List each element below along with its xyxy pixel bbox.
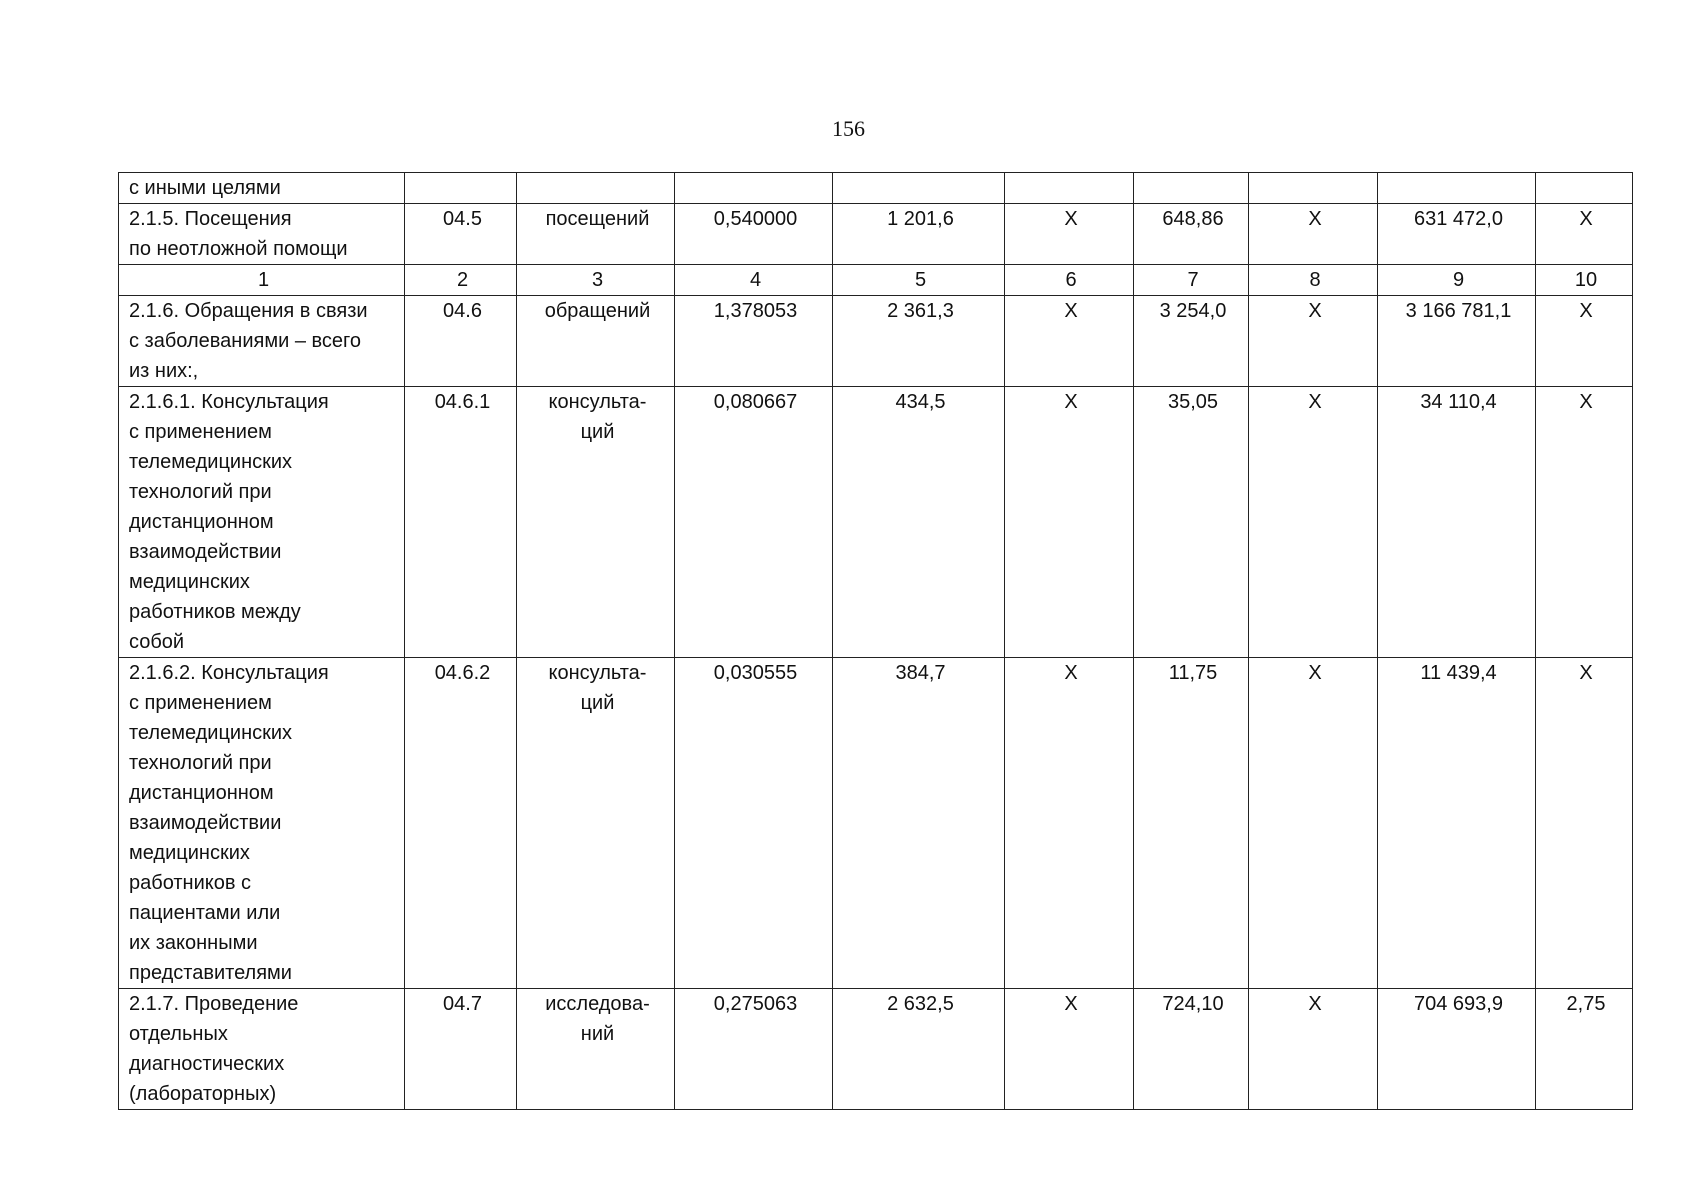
- row-code-cell: 04.5: [405, 204, 517, 265]
- indicator-name-line: с применением: [129, 692, 272, 714]
- indicator-name-line: медицинских: [129, 842, 250, 864]
- value-cell-c8: 8: [1249, 265, 1378, 296]
- indicator-name-cell: [119, 204, 405, 265]
- table-body: [119, 173, 1633, 1110]
- value-cell-c4: 4: [675, 265, 833, 296]
- value-cell-c9: 34 110,4: [1378, 387, 1536, 658]
- indicator-name-line: (лабораторных): [129, 1083, 277, 1105]
- value-cell-c7: 35,05: [1134, 387, 1249, 658]
- indicator-name-line: представителями: [129, 962, 292, 984]
- unit-cell: [517, 265, 675, 296]
- unit-cell: [517, 204, 675, 265]
- value-cell-c8: Х: [1249, 989, 1378, 1110]
- value-cell-c6: Х: [1005, 989, 1134, 1110]
- row-code-cell: 04.6: [405, 296, 517, 387]
- data-table: [118, 172, 1633, 1110]
- value-cell-c10: 10: [1536, 265, 1633, 296]
- indicator-name-cell: [119, 173, 405, 204]
- value-cell-c4: 0,540000: [675, 204, 833, 265]
- unit-cell: [517, 173, 675, 204]
- value-cell-c9: 631 472,0: [1378, 204, 1536, 265]
- indicator-name-line: 1: [257, 269, 270, 291]
- unit-cell: [517, 387, 675, 658]
- row-code-cell: [405, 173, 517, 204]
- value-cell-c6: Х: [1005, 204, 1134, 265]
- indicator-name-line: 2.1.7. Проведение: [129, 993, 299, 1015]
- value-cell-c6: Х: [1005, 387, 1134, 658]
- indicator-name-line: 2.1.6. Обращения в связи: [129, 300, 368, 322]
- value-cell-c7: 724,10: [1134, 989, 1249, 1110]
- unit-line: ний: [580, 1023, 615, 1045]
- indicator-name-line: телемедицинских: [129, 722, 293, 744]
- value-cell-c4: [675, 173, 833, 204]
- indicator-name-line: дистанционном: [129, 511, 274, 533]
- indicator-name-line: по неотложной помощи: [129, 238, 348, 260]
- value-cell-c8: [1249, 173, 1378, 204]
- indicator-name-line: работников с: [129, 872, 252, 894]
- table-row: [119, 387, 1633, 658]
- value-cell-c7: 648,86: [1134, 204, 1249, 265]
- indicator-name-cell: [119, 387, 405, 658]
- value-cell-c5: 2 632,5: [833, 989, 1005, 1110]
- value-cell-c5: 2 361,3: [833, 296, 1005, 387]
- indicator-name-cell: [119, 989, 405, 1110]
- value-cell-c6: [1005, 173, 1134, 204]
- row-code-cell: 04.6.1: [405, 387, 517, 658]
- value-cell-c10: Х: [1536, 296, 1633, 387]
- indicator-name-line: 2.1.5. Посещения: [129, 208, 292, 230]
- value-cell-c5: 384,7: [833, 658, 1005, 989]
- value-cell-c5: 1 201,6: [833, 204, 1005, 265]
- indicator-name-line: собой: [129, 631, 185, 653]
- indicator-name-line: диагностических: [129, 1053, 285, 1075]
- unit-line: обращений: [544, 300, 651, 322]
- value-cell-c6: 6: [1005, 265, 1134, 296]
- value-cell-c4: 0,030555: [675, 658, 833, 989]
- indicator-name-line: взаимодействии: [129, 812, 282, 834]
- unit-line: консульта-: [548, 391, 647, 413]
- indicator-name-cell: [119, 265, 405, 296]
- value-cell-c6: Х: [1005, 296, 1134, 387]
- indicator-name-line: их законными: [129, 932, 258, 954]
- indicator-name-line: с иными целями: [129, 177, 281, 199]
- table-row: [119, 173, 1633, 204]
- value-cell-c8: Х: [1249, 204, 1378, 265]
- unit-cell: [517, 989, 675, 1110]
- value-cell-c9: 3 166 781,1: [1378, 296, 1536, 387]
- page-number: 156: [832, 116, 865, 141]
- unit-cell: [517, 658, 675, 989]
- indicator-name-line: технологий при: [129, 481, 272, 503]
- value-cell-c4: 0,080667: [675, 387, 833, 658]
- unit-line: исследова-: [545, 993, 650, 1015]
- value-cell-c7: 3 254,0: [1134, 296, 1249, 387]
- value-cell-c9: [1378, 173, 1536, 204]
- value-cell-c8: Х: [1249, 296, 1378, 387]
- row-code-cell: 04.6.2: [405, 658, 517, 989]
- row-code-cell: 04.7: [405, 989, 517, 1110]
- value-cell-c7: [1134, 173, 1249, 204]
- indicator-name-line: с заболеваниями – всего: [129, 330, 362, 352]
- indicator-name-line: технологий при: [129, 752, 272, 774]
- indicator-name-line: работников между: [129, 601, 301, 623]
- indicator-name-line: пациентами или: [129, 902, 281, 924]
- indicator-name-line: 2.1.6.1. Консультация: [129, 391, 329, 413]
- value-cell-c10: Х: [1536, 387, 1633, 658]
- value-cell-c10: 2,75: [1536, 989, 1633, 1110]
- value-cell-c9: 704 693,9: [1378, 989, 1536, 1110]
- value-cell-c5: 5: [833, 265, 1005, 296]
- value-cell-c5: 434,5: [833, 387, 1005, 658]
- unit-line: 3: [591, 269, 604, 291]
- value-cell-c4: 1,378053: [675, 296, 833, 387]
- value-cell-c9: 11 439,4: [1378, 658, 1536, 989]
- indicator-name-cell: [119, 296, 405, 387]
- value-cell-c10: Х: [1536, 204, 1633, 265]
- unit-line: ций: [580, 692, 615, 714]
- value-cell-c5: [833, 173, 1005, 204]
- indicator-name-line: отдельных: [129, 1023, 228, 1045]
- unit-line: ций: [580, 421, 615, 443]
- value-cell-c7: 7: [1134, 265, 1249, 296]
- indicator-name-line: телемедицинских: [129, 451, 293, 473]
- indicator-name-line: медицинских: [129, 571, 250, 593]
- indicator-name-line: 2.1.6.2. Консультация: [129, 662, 329, 684]
- indicator-name-line: из них:,: [129, 360, 199, 382]
- table-row: [119, 204, 1633, 265]
- table-row: [119, 296, 1633, 387]
- indicator-name-line: дистанционном: [129, 782, 274, 804]
- table-row: [119, 989, 1633, 1110]
- value-cell-c8: Х: [1249, 387, 1378, 658]
- unit-cell: [517, 296, 675, 387]
- value-cell-c10: [1536, 173, 1633, 204]
- value-cell-c7: 11,75: [1134, 658, 1249, 989]
- value-cell-c6: Х: [1005, 658, 1134, 989]
- value-cell-c4: 0,275063: [675, 989, 833, 1110]
- indicator-name-line: взаимодействии: [129, 541, 282, 563]
- value-cell-c9: 9: [1378, 265, 1536, 296]
- value-cell-c8: Х: [1249, 658, 1378, 989]
- unit-line: консульта-: [548, 662, 647, 684]
- indicator-name-cell: [119, 658, 405, 989]
- unit-line: посещений: [545, 208, 650, 230]
- value-cell-c10: Х: [1536, 658, 1633, 989]
- column-number-row: [119, 265, 1633, 296]
- row-code-cell: 2: [405, 265, 517, 296]
- indicator-name-line: с применением: [129, 421, 272, 443]
- table-row: [119, 658, 1633, 989]
